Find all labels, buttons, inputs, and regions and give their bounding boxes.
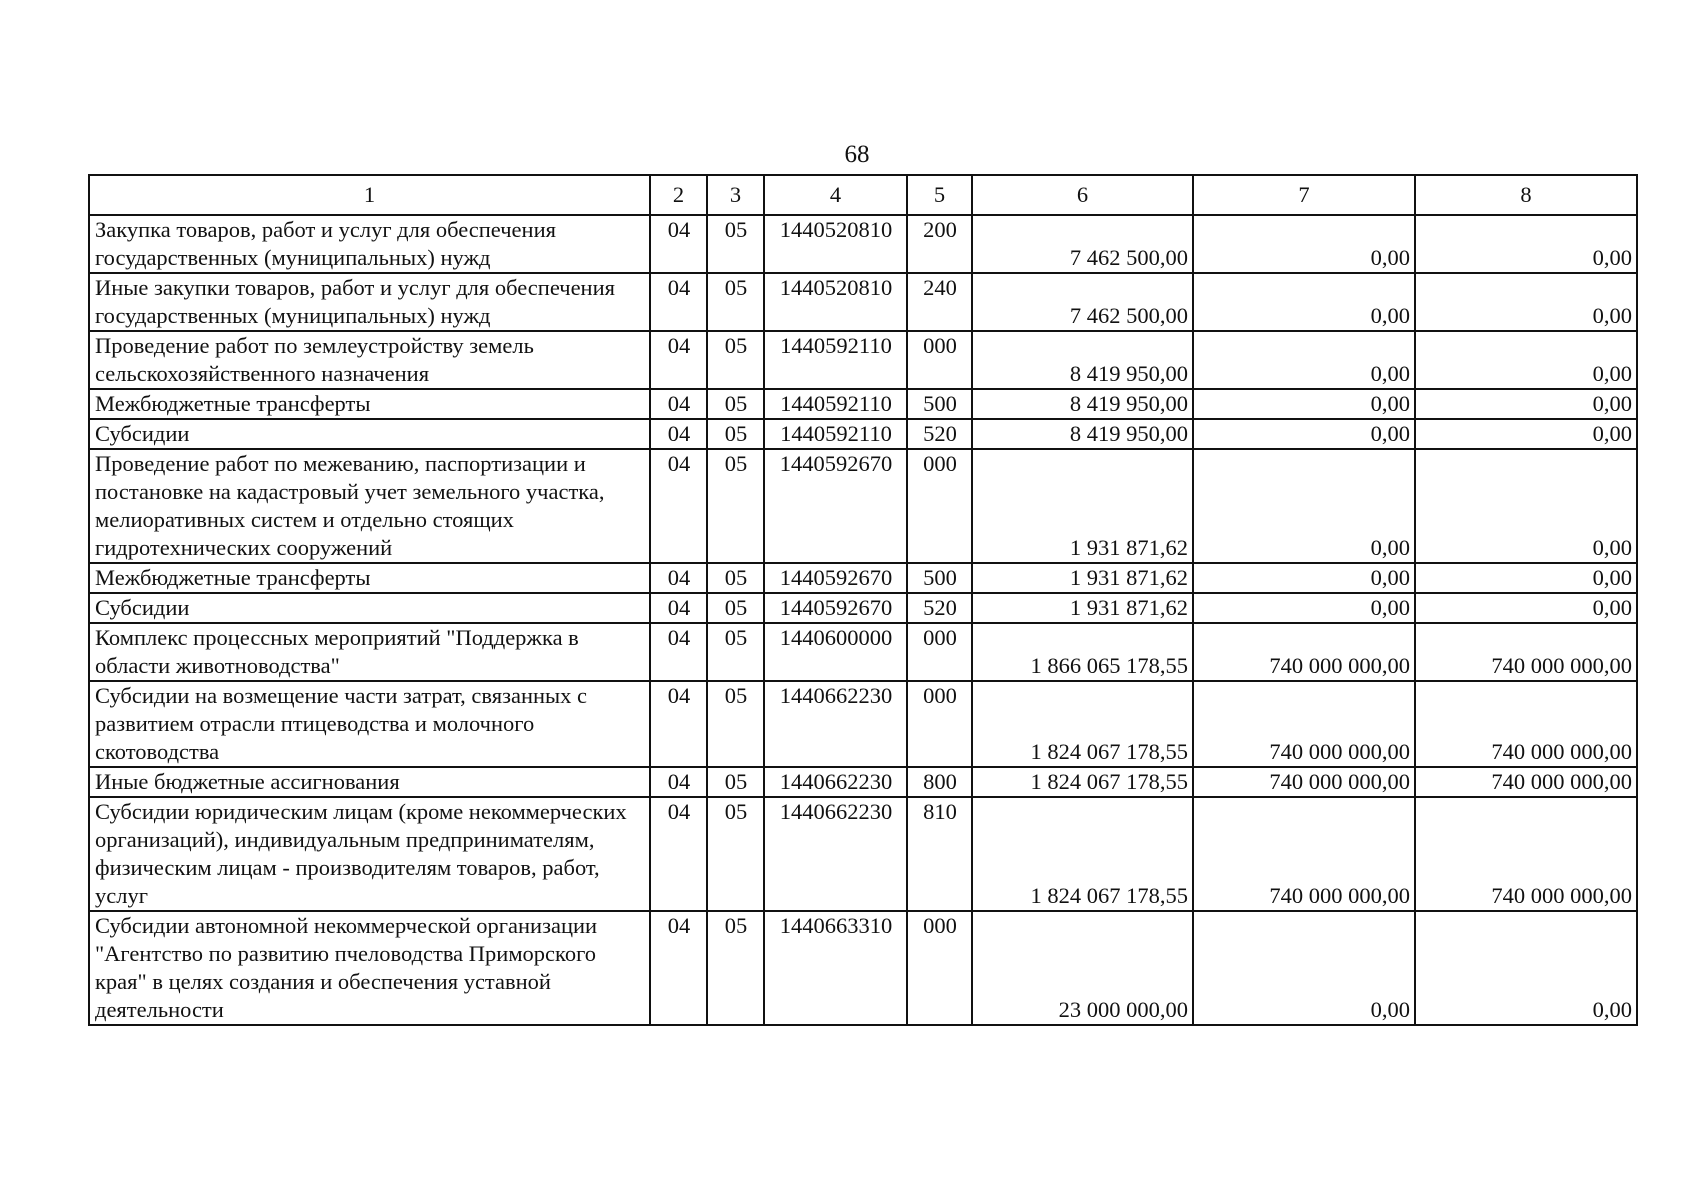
subsection-code: 05 — [707, 563, 764, 593]
amount-col-6: 1 824 067 178,55 — [972, 797, 1193, 911]
page-number: 68 — [844, 141, 870, 168]
section-code: 04 — [650, 797, 707, 911]
target-article-code: 1440662230 — [764, 797, 907, 911]
row-description: Иные закупки товаров, работ и услуг для обеспечения государственных (муниципальных) нужд — [89, 273, 650, 331]
amount-col-7: 740 000 000,00 — [1193, 623, 1415, 681]
target-article-code: 1440592110 — [764, 389, 907, 419]
row-description: Субсидии — [89, 419, 650, 449]
row-description: Субсидии на возмещение части затрат, связанных с развитием отрасли птицеводства и молочного скотоводства — [89, 681, 650, 767]
amount-col-6: 23 000 000,00 — [972, 911, 1193, 1025]
section-code: 04 — [650, 593, 707, 623]
amount-col-8: 0,00 — [1415, 273, 1637, 331]
column-header: 8 — [1415, 175, 1637, 215]
column-header: 2 — [650, 175, 707, 215]
section-code: 04 — [650, 563, 707, 593]
expense-type-code: 520 — [907, 593, 972, 623]
subsection-code: 05 — [707, 797, 764, 911]
column-header: 7 — [1193, 175, 1415, 215]
table-header-row — [89, 175, 1637, 215]
amount-col-8: 0,00 — [1415, 389, 1637, 419]
amount-col-8: 0,00 — [1415, 563, 1637, 593]
column-header: 6 — [972, 175, 1193, 215]
amount-col-8: 740 000 000,00 — [1415, 767, 1637, 797]
target-article-code: 1440520810 — [764, 273, 907, 331]
expense-type-code: 520 — [907, 419, 972, 449]
column-header: 4 — [764, 175, 907, 215]
target-article-code: 1440592110 — [764, 419, 907, 449]
table-row — [89, 331, 1637, 389]
amount-col-6: 8 419 950,00 — [972, 389, 1193, 419]
target-article-code: 1440592670 — [764, 449, 907, 563]
amount-col-7: 0,00 — [1193, 273, 1415, 331]
amount-col-6: 1 931 871,62 — [972, 563, 1193, 593]
subsection-code: 05 — [707, 215, 764, 273]
table-row — [89, 911, 1637, 1025]
subsection-code: 05 — [707, 331, 764, 389]
expense-type-code: 000 — [907, 681, 972, 767]
amount-col-7: 0,00 — [1193, 331, 1415, 389]
amount-col-8: 0,00 — [1415, 419, 1637, 449]
table-row — [89, 767, 1637, 797]
amount-col-7: 0,00 — [1193, 215, 1415, 273]
amount-col-8: 740 000 000,00 — [1415, 623, 1637, 681]
expense-type-code: 500 — [907, 389, 972, 419]
amount-col-7: 0,00 — [1193, 389, 1415, 419]
expense-type-code: 240 — [907, 273, 972, 331]
amount-col-7: 740 000 000,00 — [1193, 797, 1415, 911]
subsection-code: 05 — [707, 273, 764, 331]
amount-col-7: 0,00 — [1193, 911, 1415, 1025]
budget-table — [88, 174, 1638, 1026]
target-article-code: 1440592110 — [764, 331, 907, 389]
subsection-code: 05 — [707, 449, 764, 563]
row-description: Проведение работ по землеустройству земель сельскохозяйственного назначения — [89, 331, 650, 389]
expense-type-code: 500 — [907, 563, 972, 593]
table-row — [89, 563, 1637, 593]
expense-type-code: 000 — [907, 911, 972, 1025]
amount-col-8: 0,00 — [1415, 215, 1637, 273]
section-code: 04 — [650, 911, 707, 1025]
amount-col-8: 740 000 000,00 — [1415, 681, 1637, 767]
target-article-code: 1440662230 — [764, 681, 907, 767]
section-code: 04 — [650, 389, 707, 419]
amount-col-6: 8 419 950,00 — [972, 419, 1193, 449]
amount-col-7: 740 000 000,00 — [1193, 767, 1415, 797]
section-code: 04 — [650, 449, 707, 563]
subsection-code: 05 — [707, 911, 764, 1025]
subsection-code: 05 — [707, 389, 764, 419]
section-code: 04 — [650, 419, 707, 449]
section-code: 04 — [650, 215, 707, 273]
amount-col-8: 740 000 000,00 — [1415, 797, 1637, 911]
row-description: Проведение работ по межеванию, паспортизации и постановке на кадастровый учет земельного участка, мелиоративных систем и отдельно стоящих гидротехнических сооружений — [89, 449, 650, 563]
table-row — [89, 215, 1637, 273]
expense-type-code: 000 — [907, 623, 972, 681]
table-row — [89, 623, 1637, 681]
amount-col-8: 0,00 — [1415, 331, 1637, 389]
expense-type-code: 000 — [907, 331, 972, 389]
amount-col-6: 7 462 500,00 — [972, 215, 1193, 273]
amount-col-8: 0,00 — [1415, 449, 1637, 563]
amount-col-7: 0,00 — [1193, 419, 1415, 449]
amount-col-7: 0,00 — [1193, 449, 1415, 563]
subsection-code: 05 — [707, 419, 764, 449]
column-header: 5 — [907, 175, 972, 215]
subsection-code: 05 — [707, 593, 764, 623]
amount-col-6: 1 931 871,62 — [972, 593, 1193, 623]
section-code: 04 — [650, 331, 707, 389]
table-row — [89, 681, 1637, 767]
target-article-code: 1440600000 — [764, 623, 907, 681]
subsection-code: 05 — [707, 767, 764, 797]
row-description: Субсидии — [89, 593, 650, 623]
target-article-code: 1440520810 — [764, 215, 907, 273]
row-description: Иные бюджетные ассигнования — [89, 767, 650, 797]
expense-type-code: 810 — [907, 797, 972, 911]
section-code: 04 — [650, 273, 707, 331]
target-article-code: 1440663310 — [764, 911, 907, 1025]
amount-col-6: 1 866 065 178,55 — [972, 623, 1193, 681]
amount-col-7: 740 000 000,00 — [1193, 681, 1415, 767]
amount-col-6: 1 931 871,62 — [972, 449, 1193, 563]
table-row — [89, 419, 1637, 449]
amount-col-6: 7 462 500,00 — [972, 273, 1193, 331]
amount-col-6: 8 419 950,00 — [972, 331, 1193, 389]
subsection-code: 05 — [707, 681, 764, 767]
amount-col-6: 1 824 067 178,55 — [972, 681, 1193, 767]
subsection-code: 05 — [707, 623, 764, 681]
table-row — [89, 797, 1637, 911]
table-row — [89, 449, 1637, 563]
amount-col-8: 0,00 — [1415, 911, 1637, 1025]
amount-col-6: 1 824 067 178,55 — [972, 767, 1193, 797]
target-article-code: 1440592670 — [764, 563, 907, 593]
column-header: 3 — [707, 175, 764, 215]
expense-type-code: 200 — [907, 215, 972, 273]
row-description: Межбюджетные трансферты — [89, 563, 650, 593]
amount-col-8: 0,00 — [1415, 593, 1637, 623]
row-description: Закупка товаров, работ и услуг для обеспечения государственных (муниципальных) нужд — [89, 215, 650, 273]
expense-type-code: 800 — [907, 767, 972, 797]
row-description: Комплекс процессных мероприятий "Поддержка в области животноводства" — [89, 623, 650, 681]
expense-type-code: 000 — [907, 449, 972, 563]
amount-col-7: 0,00 — [1193, 593, 1415, 623]
row-description: Субсидии автономной некоммерческой организации "Агентство по развитию пчеловодства Приморского края" в целях создания и обеспечения уставной деятельности — [89, 911, 650, 1025]
target-article-code: 1440592670 — [764, 593, 907, 623]
amount-col-7: 0,00 — [1193, 563, 1415, 593]
row-description: Субсидии юридическим лицам (кроме некоммерческих организаций), индивидуальным предпринимателям, физическим лицам - производителям товаров, работ, услуг — [89, 797, 650, 911]
row-description: Межбюджетные трансферты — [89, 389, 650, 419]
table-row — [89, 273, 1637, 331]
section-code: 04 — [650, 623, 707, 681]
section-code: 04 — [650, 767, 707, 797]
column-header: 1 — [89, 175, 650, 215]
target-article-code: 1440662230 — [764, 767, 907, 797]
table-row — [89, 593, 1637, 623]
section-code: 04 — [650, 681, 707, 767]
table-row — [89, 389, 1637, 419]
